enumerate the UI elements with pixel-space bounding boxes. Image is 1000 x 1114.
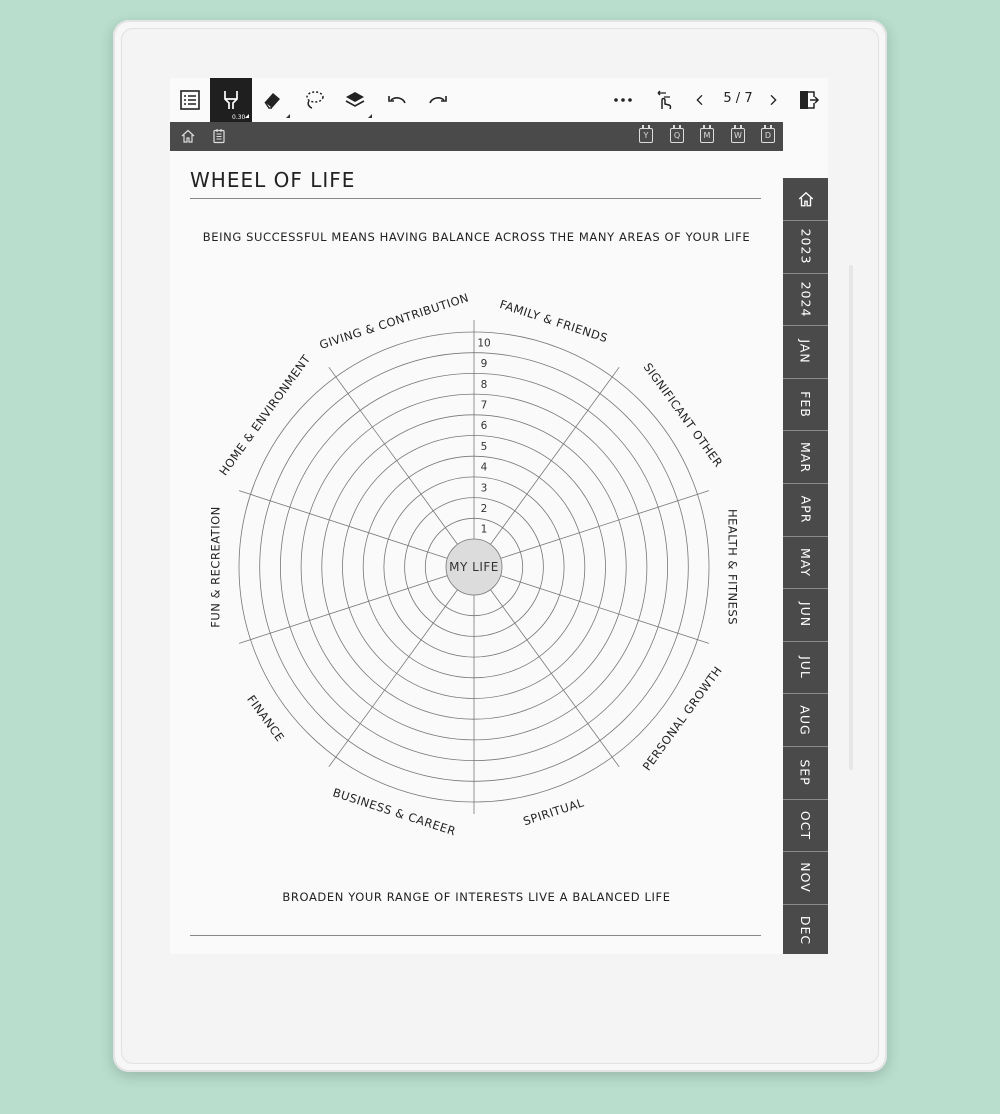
eraser-icon (261, 88, 285, 112)
side-tab-apr[interactable] (783, 484, 828, 537)
side-tab-dec[interactable] (783, 905, 828, 954)
side-tab-sep[interactable] (783, 747, 828, 800)
side-tab-jun[interactable] (783, 589, 828, 642)
eraser-options-marker (286, 114, 290, 118)
wheel-scale-number: 2 (480, 502, 488, 515)
lasso-button[interactable] (294, 78, 334, 122)
wheel-scale-number: 1 (480, 523, 488, 536)
wheel-scale-number: 3 (480, 482, 488, 495)
touch-button[interactable] (644, 78, 684, 122)
wheel-spoke (490, 590, 619, 767)
nav-quarter-shortcut[interactable]: Q (670, 128, 684, 143)
side-tab-mar[interactable] (783, 431, 828, 484)
wheel-category-label: FUN & RECREATION (208, 506, 223, 628)
side-tab-label: JAN (798, 339, 813, 365)
wheel-category-label: FAMILY & FRIENDS (498, 297, 610, 346)
wheel-spoke (501, 491, 709, 559)
wheel-category-label: GIVING & CONTRIBUTION (317, 290, 471, 352)
more-icon (611, 88, 635, 112)
side-tab-label: AUG (797, 704, 813, 736)
touch-icon (652, 88, 676, 112)
pen-button[interactable] (210, 78, 252, 122)
prev-page-icon (692, 92, 708, 108)
redo-button[interactable] (418, 78, 458, 122)
page-indicator[interactable]: 5 / 7 (723, 91, 753, 106)
pen-icon (219, 88, 243, 112)
pen-options-marker (245, 114, 249, 118)
side-tab-label: OCT (797, 810, 813, 840)
side-tab-feb[interactable] (783, 379, 828, 432)
undo-icon (385, 88, 409, 112)
toc-button[interactable] (170, 78, 210, 122)
prev-page-button[interactable] (682, 78, 718, 122)
toc-icon (178, 88, 202, 112)
planner-nav-bar (170, 122, 783, 151)
home-icon[interactable] (180, 128, 196, 144)
wheel-scale-number: 8 (480, 378, 488, 391)
wheel-spoke (490, 367, 619, 544)
next-page-button[interactable] (756, 78, 790, 122)
wheel-category-label: SIGNIFICANT OTHER (640, 360, 726, 470)
side-tab-label: JUL (798, 656, 813, 679)
wheel-scale-number: 9 (480, 358, 488, 371)
nav-month-shortcut[interactable]: M (700, 128, 714, 143)
side-tab-jan[interactable] (783, 326, 828, 379)
more-button[interactable] (603, 78, 643, 122)
wheel-spoke (239, 491, 447, 559)
side-tab-2024[interactable] (783, 274, 828, 327)
wheel-scale-number: 4 (480, 461, 488, 474)
side-tab-may[interactable] (783, 537, 828, 590)
wheel-category-label: HEALTH & FITNESS (725, 508, 740, 626)
wheel-spoke (329, 367, 458, 544)
wheel-category-label: HOME & ENVIRONMENT (216, 351, 314, 479)
exit-button[interactable] (788, 78, 828, 122)
nav-week-shortcut[interactable]: W (731, 128, 745, 143)
wheel-center-label: MY LIFE (449, 560, 499, 574)
side-tab-label: JUN (798, 602, 813, 628)
layers-options-marker (368, 114, 372, 118)
wheel-spoke (239, 576, 447, 644)
notebook-icon[interactable] (211, 128, 227, 144)
next-page-icon (765, 92, 781, 108)
side-tab-nov[interactable] (783, 852, 828, 905)
wheel-spoke (329, 590, 458, 767)
nav-day-shortcut[interactable]: D (761, 128, 775, 143)
side-tab-jul[interactable] (783, 642, 828, 695)
page-footer: BROADEN YOUR RANGE OF INTERESTS LIVE A BALANCED LIFE (282, 890, 671, 904)
wheel-category-label: BUSINESS & CAREER (331, 785, 458, 839)
side-tab-oct[interactable] (783, 800, 828, 853)
planner-page (170, 151, 783, 954)
wheel-spoke (501, 576, 709, 644)
eraser-button[interactable] (253, 78, 293, 122)
footer-divider (190, 935, 761, 936)
side-tab-label: 2024 (798, 281, 813, 318)
side-tab-label: MAR (798, 441, 813, 473)
toolbar (170, 78, 828, 122)
wheel-category-label: SPIRITUAL (521, 795, 586, 829)
side-tab-label: DEC (797, 915, 813, 946)
side-tab-home[interactable] (783, 178, 828, 221)
device-side-strip (849, 265, 853, 770)
undo-button[interactable] (377, 78, 417, 122)
wheel-of-life (170, 151, 783, 954)
redo-icon (426, 88, 450, 112)
wheel-scale-number: 6 (480, 420, 488, 433)
side-tab-label: NOV (798, 862, 813, 894)
side-tab-aug[interactable] (783, 694, 828, 747)
wheel-category-label: PERSONAL GROWTH (639, 663, 725, 774)
wheel-scale-number: 7 (480, 399, 488, 412)
screen (170, 78, 828, 954)
nav-year-shortcut[interactable]: Y (639, 128, 653, 143)
layers-icon (343, 88, 367, 112)
pen-size-label: 0.30 (232, 114, 246, 121)
side-tab-label: 2023 (798, 228, 813, 265)
side-tab-label: APR (798, 495, 813, 524)
home-icon (797, 190, 815, 208)
layers-button[interactable] (335, 78, 375, 122)
side-tab-label: MAY (797, 547, 813, 577)
side-tab-label: SEP (798, 759, 813, 786)
wheel-category-label: FINANCE (244, 692, 288, 745)
wheel-scale-number: 10 (477, 337, 491, 350)
side-tab-label: FEB (797, 391, 813, 418)
exit-icon (796, 88, 820, 112)
lasso-icon (302, 88, 326, 112)
page-title: WHEEL OF LIFE (190, 168, 356, 192)
wheel-scale-number: 5 (480, 440, 488, 453)
side-tab-2023[interactable] (783, 221, 828, 274)
page-subtitle: BEING SUCCESSFUL MEANS HAVING BALANCE ACROSS THE MANY AREAS OF YOUR LIFE (202, 230, 751, 244)
